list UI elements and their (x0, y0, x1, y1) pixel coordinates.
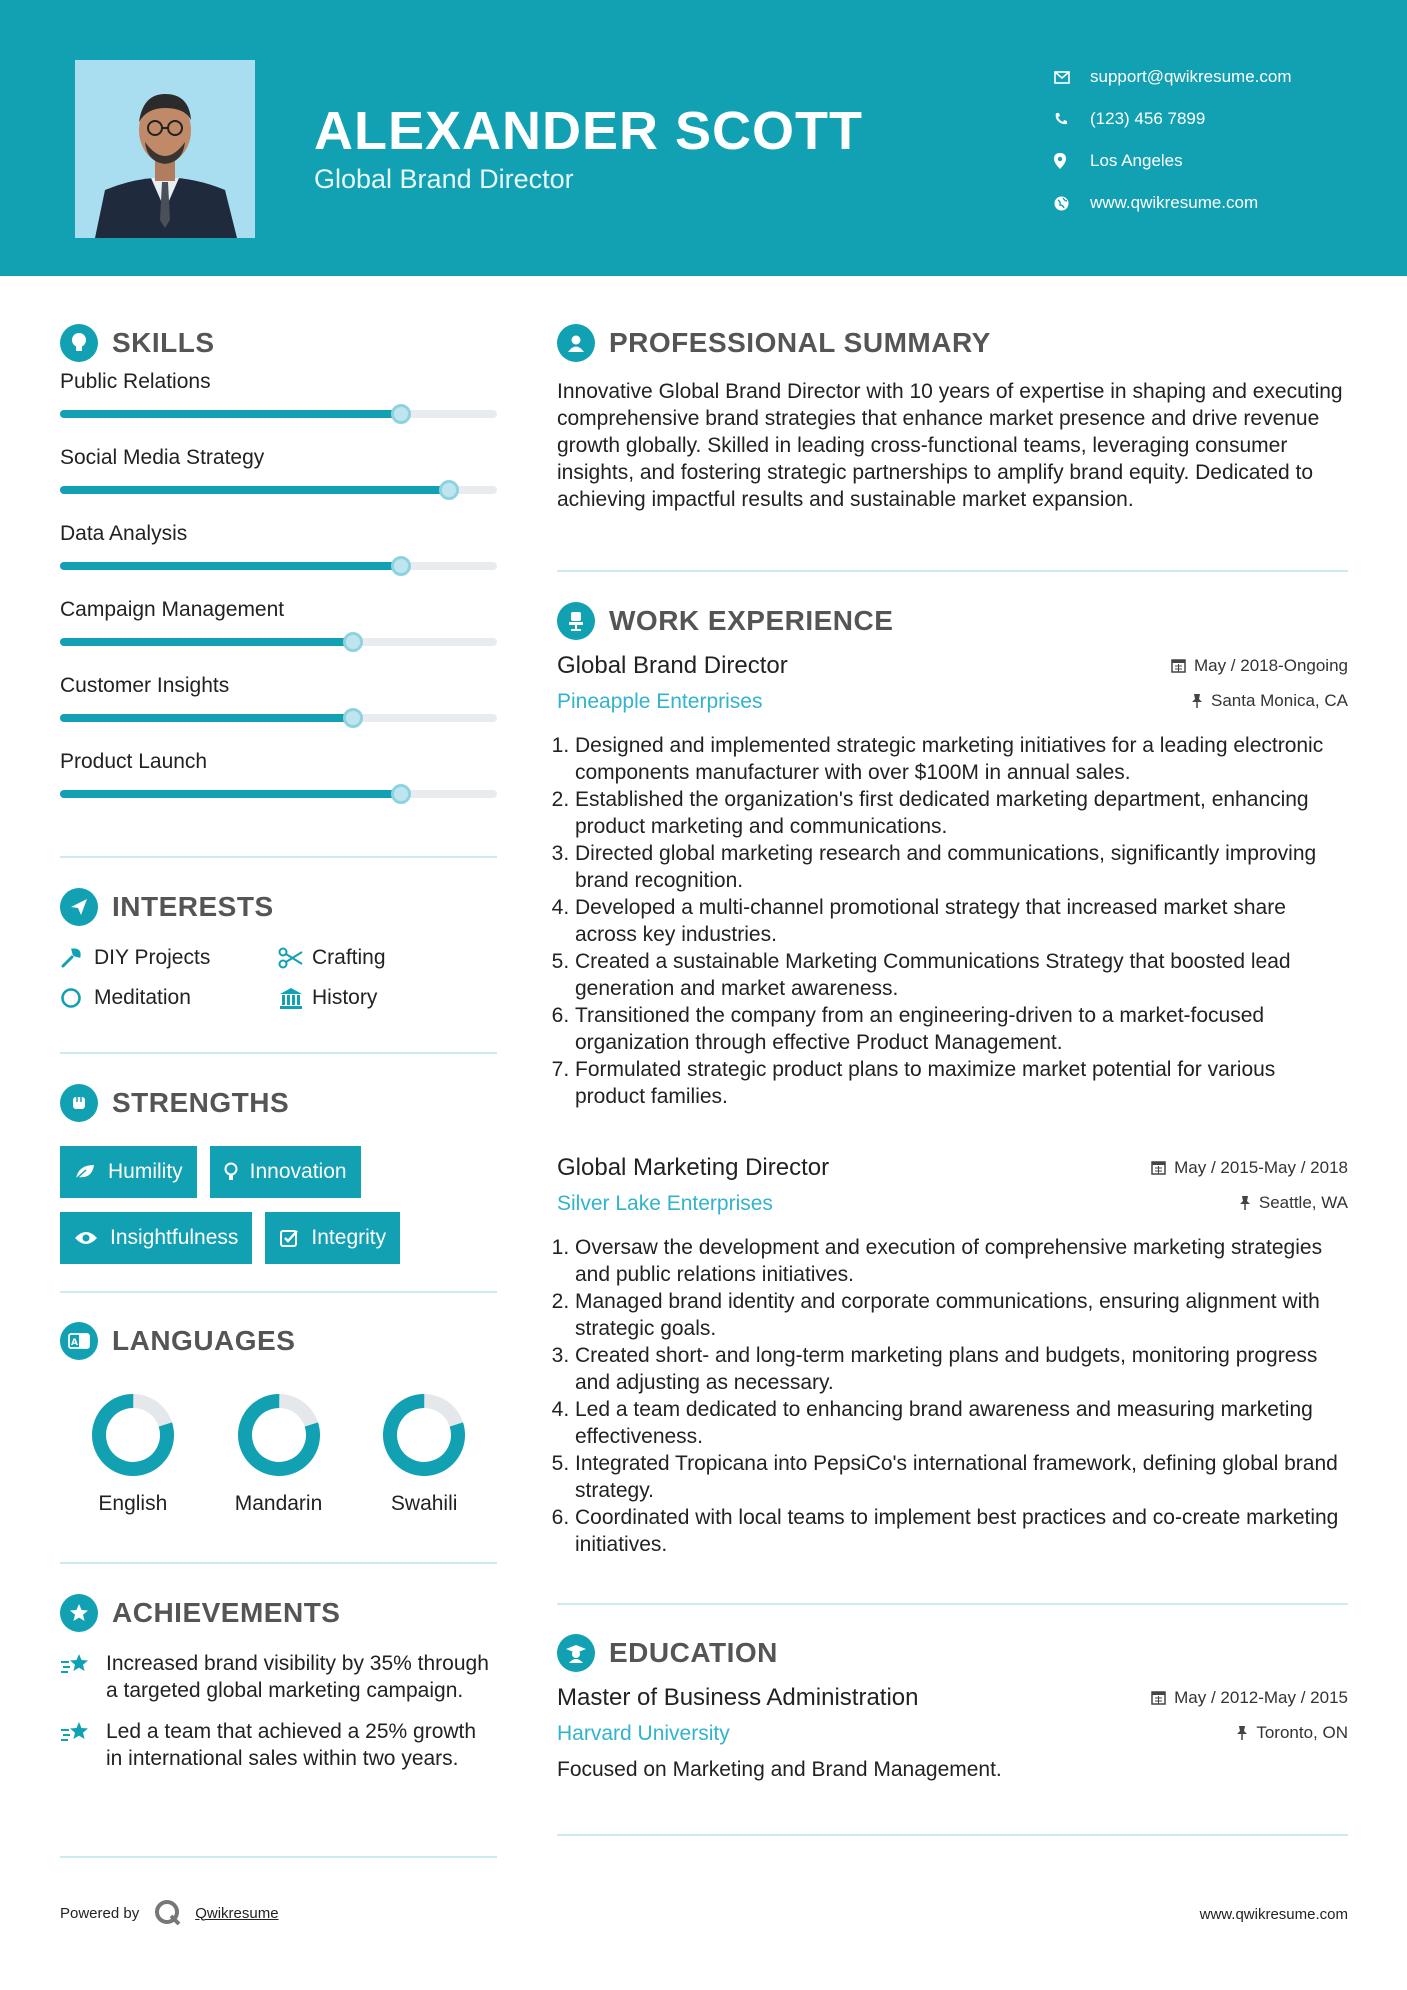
education-entry (557, 1684, 1348, 1783)
job-date (1171, 656, 1348, 676)
strength-tag (60, 1212, 252, 1264)
experience-title: WORK EXPERIENCE (609, 605, 894, 636)
job-title: Global Brand Director (557, 652, 788, 679)
contact-phone[interactable] (1054, 98, 1292, 140)
section-divider (557, 1603, 1348, 1605)
job-entry (557, 652, 1348, 1110)
skill-bar (60, 790, 497, 798)
skill-item (60, 674, 497, 750)
job-duties (557, 732, 1348, 1110)
duty-item: 6. Transitioned the company from an engineering-driven to a market-focused organization through effective Product Management. (575, 1002, 1348, 1056)
powered-by-label: Powered by (60, 1904, 140, 1922)
interest-item (60, 986, 278, 1010)
strength-tag (210, 1146, 361, 1198)
duty-item: 3. Created short- and long-term marketing plans and budgets, monitoring progress and adjusting as necessary. (575, 1342, 1348, 1396)
skills-heading (60, 324, 497, 362)
language-donut (234, 1390, 324, 1480)
eye-icon (74, 1230, 98, 1246)
duty-item: 5. Integrated Tropicana into PepsiCo's international framework, defining global brand strategy. (575, 1450, 1348, 1504)
skill-bar-fill (60, 410, 401, 418)
shooting-star-icon (60, 1718, 106, 1772)
interests-title: INTERESTS (112, 891, 274, 922)
achievement-item (60, 1718, 497, 1772)
footer-url[interactable]: www.qwikresume.com (1199, 1906, 1348, 1923)
strength-label: Innovation (249, 1160, 347, 1183)
interests-heading (60, 888, 497, 926)
footer-powered-by (60, 1898, 279, 1928)
company-name: Pineapple Enterprises (557, 690, 763, 713)
globe-icon (1054, 196, 1090, 211)
education-subheader (557, 1722, 1348, 1746)
svg-text:A: A (71, 1338, 79, 1348)
language-name: English (98, 1492, 168, 1515)
languages-title: LANGUAGES (112, 1325, 296, 1356)
language-donut-fill (236, 1392, 322, 1478)
skill-item (60, 598, 497, 674)
interest-label: History (312, 986, 378, 1009)
pushpin-icon (1236, 1725, 1248, 1740)
company-name: Silver Lake Enterprises (557, 1192, 773, 1215)
duty-item: 1. Designed and implemented strategic marketing initiatives for a leading electronic components manufacturer with over $100M in annual sales. (575, 732, 1348, 786)
skill-bar (60, 714, 497, 722)
strength-tag (265, 1212, 400, 1264)
interest-label: Crafting (312, 946, 386, 969)
pushpin-icon (1191, 693, 1203, 708)
resume-header (0, 0, 1407, 276)
skill-bar-knob (391, 404, 411, 424)
skill-bar-knob (343, 632, 363, 652)
skill-bar-fill (60, 638, 353, 646)
languages-heading (60, 1322, 497, 1360)
duty-item: 2. Managed brand identity and corporate communications, ensuring alignment with strategic goals. (575, 1288, 1348, 1342)
job-header (557, 652, 1348, 680)
achievement-text: Led a team that achieved a 25% growth in international sales within two years. (106, 1720, 477, 1770)
interest-label: DIY Projects (94, 946, 211, 969)
section-divider (60, 856, 497, 858)
strengths-tags (60, 1146, 497, 1264)
duty-item: 6. Coordinated with local teams to implement best practices and co-create marketing initiatives. (575, 1504, 1348, 1558)
skill-item (60, 446, 497, 522)
skill-bar-fill (60, 562, 401, 570)
job-subheader (557, 690, 1348, 714)
candidate-title: Global Brand Director (314, 164, 574, 194)
education-location-text: Toronto, ON (1256, 1722, 1348, 1742)
strength-label: Integrity (311, 1226, 387, 1249)
education-header (557, 1684, 1348, 1712)
education-focus: Focused on Marketing and Brand Management. (557, 1758, 1002, 1781)
skill-bar (60, 486, 497, 494)
languages-list (60, 1390, 497, 1516)
education-heading (557, 1634, 1348, 1672)
shooting-star-icon (60, 1650, 106, 1704)
achievements-heading (60, 1594, 497, 1632)
contact-website-text: www.qwikresume.com (1090, 193, 1259, 212)
strengths-title: STRENGTHS (112, 1087, 290, 1118)
contact-list (1054, 56, 1292, 224)
job-title: Global Marketing Director (557, 1154, 830, 1181)
skill-bar-fill (60, 714, 353, 722)
interest-item (60, 946, 278, 970)
skill-bar-knob (391, 784, 411, 804)
language-donut (88, 1390, 178, 1480)
job-location-text: Santa Monica, CA (1210, 690, 1348, 710)
interests-grid (60, 946, 497, 1010)
interests-section (60, 888, 497, 1010)
user-icon (557, 324, 595, 362)
job-location-text: Seattle, WA (1258, 1192, 1348, 1212)
experience-heading (557, 602, 1348, 640)
office-chair-icon (557, 602, 595, 640)
achievements-title: ACHIEVEMENTS (112, 1597, 341, 1628)
calendar-icon (1151, 1160, 1166, 1175)
skill-bar-knob (391, 556, 411, 576)
phone-icon (1054, 112, 1090, 126)
skill-bar-fill (60, 790, 401, 798)
languages-section (60, 1322, 497, 1516)
lightbulb-icon (224, 1162, 238, 1182)
strength-label: Humility (108, 1160, 183, 1183)
experience-section (557, 602, 1348, 1558)
language-donut-fill (90, 1392, 176, 1478)
duty-item: 1. Oversaw the development and execution of comprehensive marketing strategies and public relations initiatives. (575, 1234, 1348, 1288)
strengths-section (60, 1084, 497, 1264)
language-name: Swahili (390, 1492, 458, 1515)
lightbulb-icon (60, 324, 98, 362)
section-divider (60, 1856, 497, 1858)
profile-photo (75, 60, 255, 238)
contact-email-text: support@qwikresume.com (1090, 67, 1292, 86)
translate-icon (60, 1322, 98, 1360)
map-pin-icon (1054, 153, 1090, 169)
summary-title: PROFESSIONAL SUMMARY (609, 327, 991, 358)
qwikresume-link[interactable]: Qwikresume (195, 1904, 279, 1922)
circle-icon (60, 987, 94, 1009)
job-location (1239, 1193, 1348, 1213)
contact-email[interactable] (1054, 56, 1292, 98)
skill-bar-fill (60, 486, 449, 494)
job-entry (557, 1154, 1348, 1558)
wrench-icon (60, 947, 94, 969)
section-divider (557, 1834, 1348, 1836)
calendar-icon (1171, 658, 1186, 673)
section-divider (60, 1291, 497, 1293)
education-date (1151, 1688, 1348, 1708)
section-divider (60, 1052, 497, 1054)
language-donut (379, 1390, 469, 1480)
pushpin-icon (1239, 1195, 1251, 1210)
summary-heading (557, 324, 1348, 362)
duty-item: 2. Established the organization's first dedicated marketing department, enhancing product marketing and communications. (575, 786, 1348, 840)
duty-item: 3. Directed global marketing research and communications, significantly improving brand recognition. (575, 840, 1348, 894)
skill-name: Campaign Management (60, 598, 285, 621)
candidate-name: ALEXANDER SCOTT (314, 101, 864, 161)
skill-bar (60, 638, 497, 646)
leaf-icon (74, 1163, 96, 1181)
contact-location (1054, 140, 1292, 182)
skill-name: Data Analysis (60, 522, 188, 545)
qwikresume-logo-icon (153, 1898, 183, 1928)
education-date-text: May / 2012-May / 2015 (1174, 1687, 1348, 1707)
calendar-icon (1151, 1690, 1166, 1705)
language-item (60, 1390, 206, 1516)
job-duties (557, 1234, 1348, 1558)
job-header (557, 1154, 1348, 1182)
achievement-item (60, 1650, 497, 1704)
strength-label: Insightfulness (110, 1226, 239, 1249)
contact-location-text: Los Angeles (1090, 151, 1183, 170)
skill-name: Product Launch (60, 750, 208, 773)
fist-icon (60, 1084, 98, 1122)
job-location (1191, 691, 1348, 711)
graduate-icon (557, 1634, 595, 1672)
job-date (1151, 1158, 1348, 1178)
skill-bar-knob (439, 480, 459, 500)
skill-name: Customer Insights (60, 674, 230, 697)
job-subheader (557, 1192, 1348, 1216)
skill-name: Public Relations (60, 370, 211, 393)
achievements-section (60, 1594, 497, 1772)
museum-icon (278, 987, 312, 1009)
skill-item (60, 370, 497, 446)
skill-item (60, 750, 497, 826)
interest-label: Meditation (94, 986, 191, 1009)
envelope-icon (1054, 71, 1090, 84)
language-item (206, 1390, 352, 1516)
job-date-text: May / 2018-Ongoing (1193, 655, 1348, 675)
language-name: Mandarin (234, 1492, 323, 1515)
skill-bar (60, 562, 497, 570)
section-divider (60, 1562, 497, 1564)
education-section (557, 1634, 1348, 1783)
education-location (1236, 1723, 1348, 1743)
interest-item (278, 946, 496, 970)
skill-name: Social Media Strategy (60, 446, 265, 469)
skills-list (60, 370, 497, 826)
language-item (351, 1390, 497, 1516)
skills-title: SKILLS (112, 327, 215, 358)
language-donut-fill (381, 1392, 467, 1478)
paper-plane-icon (60, 888, 98, 926)
skill-item (60, 522, 497, 598)
degree-name: Master of Business Administration (557, 1684, 919, 1711)
skill-bar (60, 410, 497, 418)
contact-phone-text: (123) 456 7899 (1090, 109, 1206, 128)
duty-item: 4. Developed a multi-channel promotional strategy that increased market share across key industries. (575, 894, 1348, 948)
section-divider (557, 570, 1348, 572)
skill-bar-knob (343, 708, 363, 728)
contact-website[interactable] (1054, 182, 1292, 224)
duty-item: 5. Created a sustainable Marketing Communications Strategy that boosted lead generation and market awareness. (575, 948, 1348, 1002)
education-title: EDUCATION (609, 1637, 778, 1668)
checkbox-icon (279, 1228, 299, 1248)
summary-text: Innovative Global Brand Director with 10 years of expertise in shaping and executing comprehensive brand strategies that enhance market presence and drive revenue growth globally. Skilled in leading cross-functional teams, leveraging consumer insights, and fostering strategic partnerships to amplify brand equity. Dedicated to achieving impactful results and sustainable market expansion. (557, 380, 1343, 511)
scissors-icon (278, 947, 312, 969)
star-badge-icon (60, 1594, 98, 1632)
job-date-text: May / 2015-May / 2018 (1174, 1157, 1348, 1177)
school-name: Harvard University (557, 1722, 730, 1745)
strength-tag (60, 1146, 197, 1198)
duty-item: 4. Led a team dedicated to enhancing brand awareness and measuring marketing effectiveness. (575, 1396, 1348, 1450)
duty-item: 7. Formulated strategic product plans to maximize market potential for various product families. (575, 1056, 1348, 1110)
strengths-heading (60, 1084, 497, 1122)
interest-item (278, 986, 496, 1010)
achievement-text: Increased brand visibility by 35% through a targeted global marketing campaign. (106, 1652, 489, 1702)
summary-section (557, 324, 1348, 513)
skills-section (60, 324, 497, 362)
